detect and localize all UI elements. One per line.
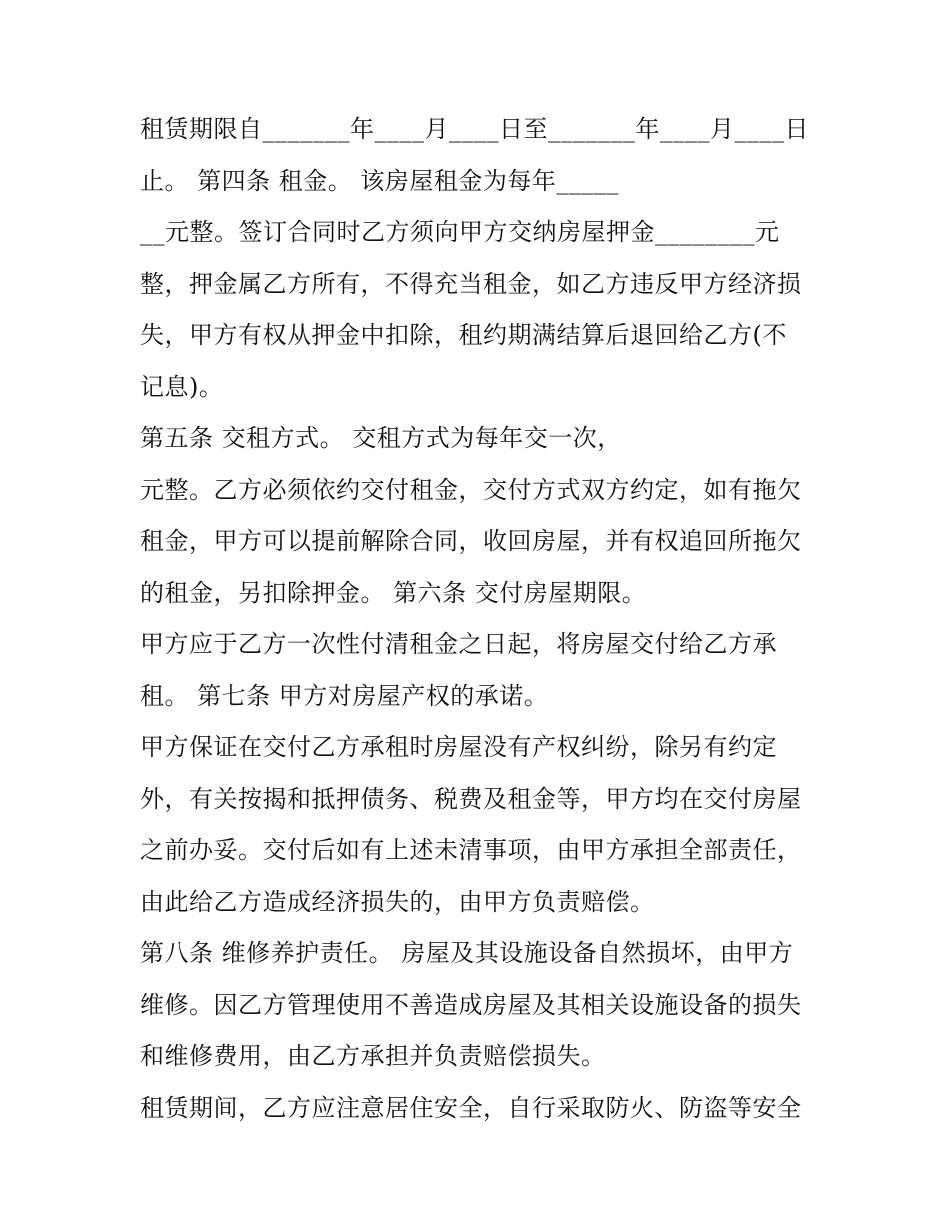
- text-line: 维修。因乙方管理使用不善造成房屋及其相关设施设备的损失: [140, 990, 802, 1019]
- text-line: 由此给乙方造成经济损失的，由甲方负责赔偿。: [140, 887, 655, 916]
- text-line: 整，押金属乙方所有，不得充当租金，如乙方违反甲方经济损: [140, 269, 802, 298]
- text-line: 租赁期限自_______年____月____日至_______年____月____日: [140, 115, 809, 143]
- text-line: 租。 第七条 甲方对房屋产权的承诺。: [140, 681, 549, 710]
- text-line: 元整。乙方必须依约交付租金，交付方式双方约定，如有拖欠: [140, 475, 802, 504]
- text-line: 和维修费用，由乙方承担并负责赔偿损失。: [140, 1042, 606, 1070]
- text-line: 之前办妥。交付后如有上述未清事项，由甲方承担全部责任，: [140, 836, 802, 864]
- text-line: 的租金，另扣除押金。 第六条 交付房屋期限。: [140, 578, 647, 607]
- text-line: 外，有关按揭和抵押债务、税费及租金等，甲方均在交付房屋: [140, 784, 802, 813]
- text-line: 记息)。: [140, 372, 224, 401]
- text-line: 甲方应于乙方一次性付清租金之日起，将房屋交付给乙方承: [140, 630, 777, 658]
- text-line: __元整。签订合同时乙方须向甲方交纳房屋押金________元: [140, 218, 780, 246]
- text-line: 第五条 交租方式。 交租方式为每年交一次，: [140, 424, 622, 452]
- text-line: 第八条 维修养护责任。 房屋及其设施设备自然损坏，由甲方: [140, 939, 794, 967]
- text-line: 甲方保证在交付乙方承租时房屋没有产权纠纷，除另有约定: [140, 733, 777, 761]
- contract-body-text: [140, 104, 820, 1134]
- text-line: 失，甲方有权从押金中扣除，租约期满结算后退回给乙方(不: [140, 321, 787, 349]
- text-line: 租金，甲方可以提前解除合同，收回房屋，并有权追回所拖欠: [140, 527, 802, 555]
- text-line: 止。 第四条 租金。 该房屋租金为每年_____: [140, 166, 619, 195]
- text-line: 租赁期间，乙方应注意居住安全，自行采取防火、防盗等安全: [140, 1093, 802, 1122]
